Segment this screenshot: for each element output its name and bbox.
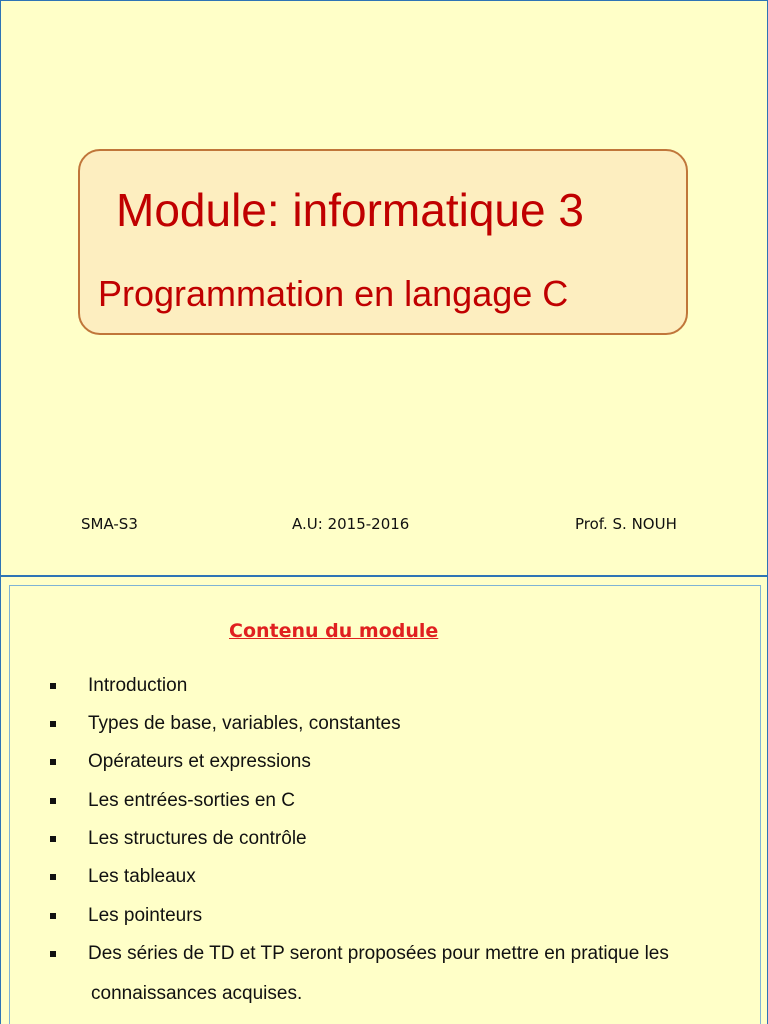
footer-professor: Prof. S. NOUH [575, 515, 677, 533]
list-item-text: Les pointeurs [88, 905, 203, 926]
list-item [50, 943, 750, 971]
square-bullet-icon [50, 874, 56, 880]
title-box [78, 149, 688, 335]
list-item-text: Les entrées-sorties en C [88, 790, 295, 811]
module-title: Module: informatique 3 [116, 184, 584, 236]
list-item [50, 828, 750, 856]
square-bullet-icon [50, 913, 56, 919]
footer-class-label: SMA-S3 [81, 515, 138, 533]
footer-academic-year: A.U: 2015-2016 [292, 515, 410, 533]
list-item-text: Types de base, variables, constantes [88, 713, 401, 734]
module-subtitle: Programmation en langage C [98, 273, 569, 314]
list-item-text: Les structures de contrôle [88, 828, 307, 849]
contents-heading: Contenu du module [229, 620, 439, 642]
square-bullet-icon [50, 683, 56, 689]
list-item-text: Les tableaux [88, 866, 196, 887]
list-item [50, 905, 750, 933]
square-bullet-icon [50, 836, 56, 842]
square-bullet-icon [50, 721, 56, 727]
list-item [50, 790, 750, 818]
list-item-text: Introduction [88, 675, 188, 696]
list-item [50, 751, 750, 779]
list-item [50, 675, 750, 703]
square-bullet-icon [50, 951, 56, 957]
list-item-text: Des séries de TD et TP seront proposées pour mettre en pratique les [88, 943, 669, 964]
list-item [50, 713, 750, 741]
list-item-text: Opérateurs et expressions [88, 751, 311, 772]
list-item [50, 866, 750, 894]
square-bullet-icon [50, 759, 56, 765]
list-item-continuation: connaissances acquises. [91, 983, 303, 1004]
square-bullet-icon [50, 798, 56, 804]
